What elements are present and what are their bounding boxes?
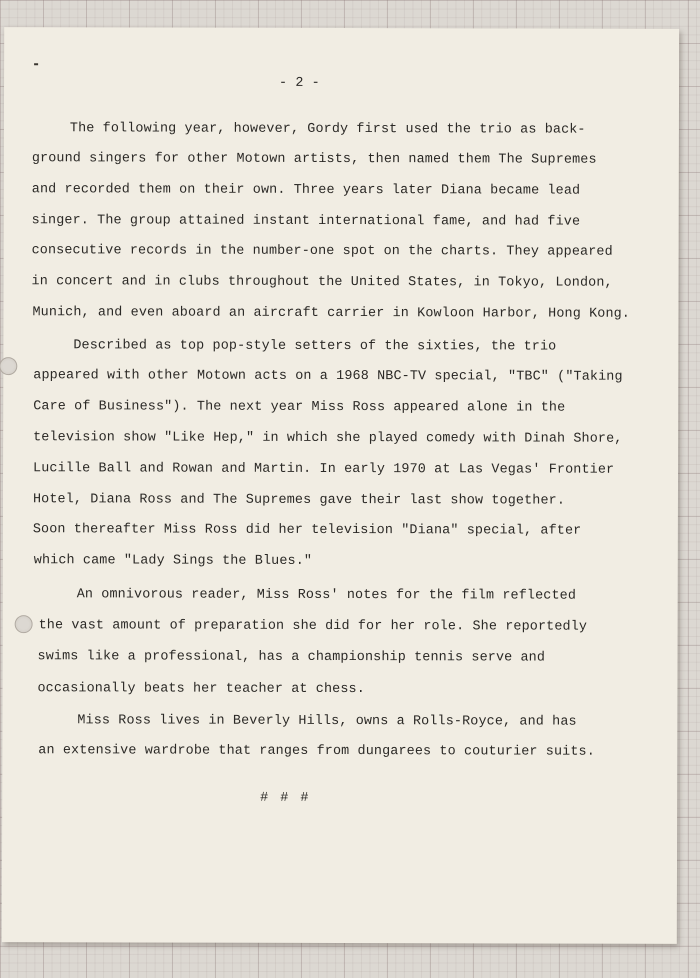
text-line: the vast amount of preparation she did for her role. She reportedly <box>38 618 588 635</box>
text-line: in concert and in clubs throughout the United States, in Tokyo, London, <box>31 274 613 291</box>
text-line: Miss Ross lives in Beverly Hills, owns a Rolls-Royce, and has <box>77 713 577 730</box>
end-marks: # # # <box>260 790 311 806</box>
text-line: television show "Like Hep," in which she played comedy with Dinah Shore, <box>33 430 623 447</box>
text-line: ground singers for other Motown artists, then named them The Supremes <box>31 151 597 168</box>
page-number: - 2 - <box>279 75 320 91</box>
text-line: Munich, and even aboard an aircraft carrier in Kowloon Harbor, Hong Kong. <box>32 305 631 322</box>
text-line: an extensive wardrobe that ranges from dungarees to couturier suits. <box>38 743 595 760</box>
text-line: Care of Business"). The next year Miss Ross appeared alone in the <box>33 399 566 416</box>
text-line: Described as top pop-style setters of the sixties, the trio <box>73 338 557 355</box>
text-line: occasionally beats her teacher at chess. <box>37 681 365 698</box>
margin-mark <box>34 63 38 65</box>
text-line: and recorded them on their own. Three years later Diana became lead <box>31 182 581 199</box>
typewritten-page <box>2 27 679 944</box>
punch-hole <box>0 357 17 375</box>
text-line: Hotel, Diana Ross and The Supremes gave their last show together. <box>32 492 566 509</box>
text-line: Soon thereafter Miss Ross did her television "Diana" special, after <box>32 522 582 539</box>
text-line: The following year, however, Gordy first used the trio as back- <box>69 121 586 138</box>
text-line: An omnivorous reader, Miss Ross' notes for the film reflected <box>76 587 577 604</box>
text-line: consecutive records in the number-one spot on the charts. They appeared <box>31 243 613 260</box>
text-line: singer. The group attained instant international fame, and had five <box>31 213 581 230</box>
text-line: which came "Lady Sings the Blues." <box>33 553 313 569</box>
punch-hole <box>15 615 33 633</box>
text-line: swims like a professional, has a championship tennis serve and <box>37 649 546 666</box>
text-line: Lucille Ball and Rowan and Martin. In early 1970 at Las Vegas' Frontier <box>33 461 615 478</box>
text-line: appeared with other Motown acts on a 1968 NBC-TV special, "TBC" ("Taking <box>33 368 623 385</box>
